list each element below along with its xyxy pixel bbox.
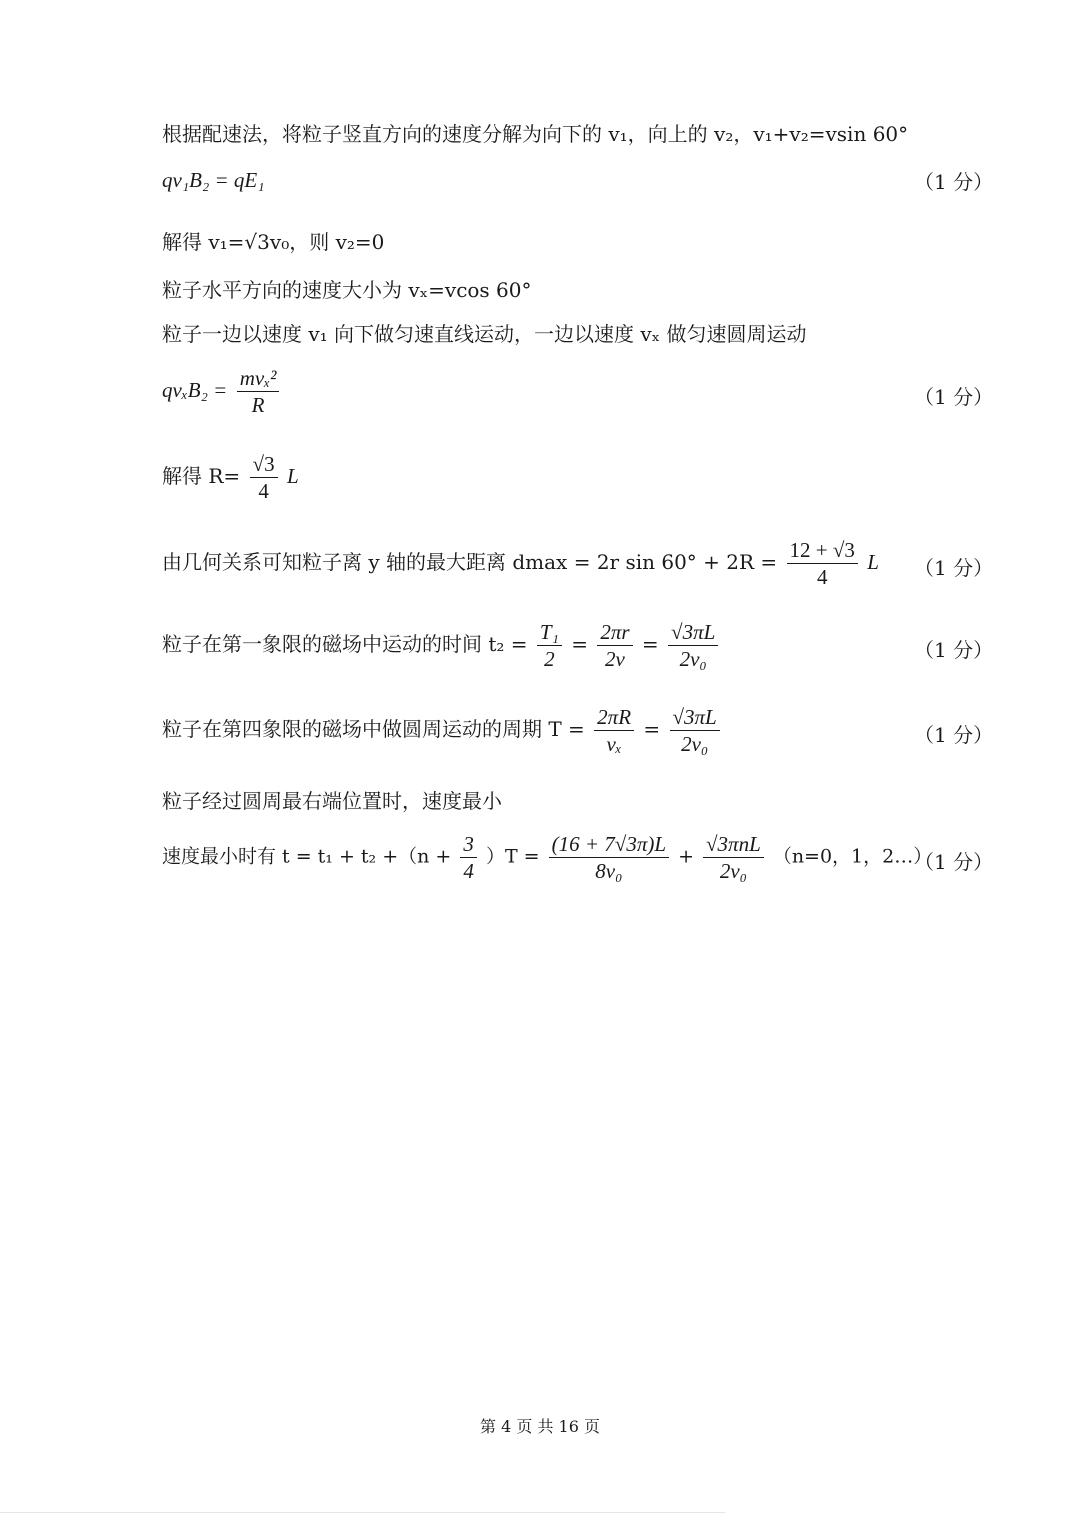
- line-period-T: 粒子在第四象限的磁场中做圆周运动的周期 T = $\frac{2\pi R}{\text{vₓ}}$ = $\frac{√3\pi L}{\text{2v₀}}$: [162, 705, 723, 756]
- time-min-prefix: 速度最小时有 t = t₁ + t₂ +（n +: [162, 845, 452, 868]
- denominator: 4: [463, 859, 474, 883]
- numerator: mvₓ²: [237, 366, 280, 392]
- numerator: √3πL: [670, 705, 720, 731]
- numerator: √3πnL: [703, 832, 764, 858]
- line-vx: 粒子水平方向的速度大小为 vₓ=vcos 60°: [162, 278, 532, 302]
- fraction-2piR-over-vx: [594, 705, 634, 756]
- denominator: 2v₀: [681, 732, 709, 756]
- numerator: 2πr: [597, 620, 632, 646]
- page-number: 第 4 页 共 16 页: [480, 1417, 600, 1436]
- fraction-T1-over-2: [537, 620, 562, 671]
- denominator: 2v: [605, 647, 625, 671]
- denominator: 2v₀: [719, 859, 747, 883]
- mid-text: ）T =: [485, 845, 540, 868]
- score-6: （1 分）: [914, 850, 994, 874]
- score-1: （1 分）: [914, 170, 994, 194]
- fraction-sqrt3pinL-over-2v0: [703, 832, 764, 883]
- denominator: 4: [816, 565, 828, 589]
- denominator: R: [251, 393, 265, 417]
- fraction-sqrt3piL-over-2v0: [670, 705, 720, 756]
- fraction-max-distance: [787, 538, 858, 589]
- numerator: 2πR: [594, 705, 634, 731]
- numerator: T₁: [537, 620, 562, 646]
- equation-force-balance: qv₁B₂ = qE₁: [162, 168, 265, 192]
- line-1: 根据配速法，将粒子竖直方向的速度分解为向下的 v₁，向上的 v₂，v₁+v₂=vsin 60°: [162, 122, 909, 146]
- equation-prefix: qvₓB₂ =: [162, 378, 228, 402]
- line-time-t2: 粒子在第一象限的磁场中运动的时间 t₂ = $\frac{\text{T₁}}{2}$ = $\frac{2\pi r}{2v}$ = $\frac{√3\pi L}{\text{2v₀}}$: [162, 620, 721, 671]
- denominator: 8v₀: [595, 859, 623, 883]
- line-solve-v1: 解得 v₁=√3v₀，则 v₂=0: [162, 230, 385, 254]
- score-2: （1 分）: [914, 385, 994, 409]
- denominator: 2v₀: [679, 647, 707, 671]
- solve-prefix: 解得 R=: [162, 464, 241, 488]
- line-time-min-speed: [162, 832, 932, 883]
- fraction-sqrt3piL-over-2v0: [668, 620, 718, 671]
- denominator: vₓ: [606, 732, 622, 756]
- suffix: L: [286, 464, 299, 488]
- equation-radius: [162, 366, 282, 417]
- score-3: （1 分）: [914, 556, 994, 580]
- denominator: 4: [258, 479, 269, 503]
- score-4: （1 分）: [914, 638, 994, 662]
- plus-sign: +: [678, 845, 694, 868]
- suffix: L: [867, 550, 879, 574]
- fraction-big: [549, 832, 669, 883]
- score-5: （1 分）: [914, 723, 994, 747]
- numerator: √3πL: [668, 620, 718, 646]
- time-prefix: 粒子在第一象限的磁场中运动的时间 t₂ =: [162, 632, 528, 656]
- line-motion: 粒子一边以速度 v₁ 向下做匀速直线运动，一边以速度 vₓ 做匀速圆周运动: [162, 322, 807, 346]
- line-max-distance: [162, 538, 879, 589]
- denominator: 2: [544, 647, 555, 671]
- n-range: （n=0，1，2…）: [772, 845, 933, 868]
- fraction-sqrt3-over-4: [250, 452, 278, 503]
- scan-edge-line: [0, 1512, 725, 1513]
- fraction-3-over-4: [460, 832, 477, 883]
- numerator: (16 + 7√3π)L: [549, 832, 669, 858]
- numerator: √3: [250, 452, 278, 478]
- line-min-speed: 粒子经过圆周最右端位置时，速度最小: [162, 789, 502, 813]
- numerator: 3: [460, 832, 477, 858]
- numerator: 12 + √3: [787, 538, 858, 564]
- max-distance-prefix: 由几何关系可知粒子离 y 轴的最大距离 dmax = 2r sin 60° + 2R =: [162, 550, 778, 574]
- fraction-mv2-over-R: [237, 366, 280, 417]
- fraction-2pir-over-2v: [597, 620, 632, 671]
- line-solve-R: [162, 452, 299, 503]
- period-prefix: 粒子在第四象限的磁场中做圆周运动的周期 T =: [162, 717, 585, 741]
